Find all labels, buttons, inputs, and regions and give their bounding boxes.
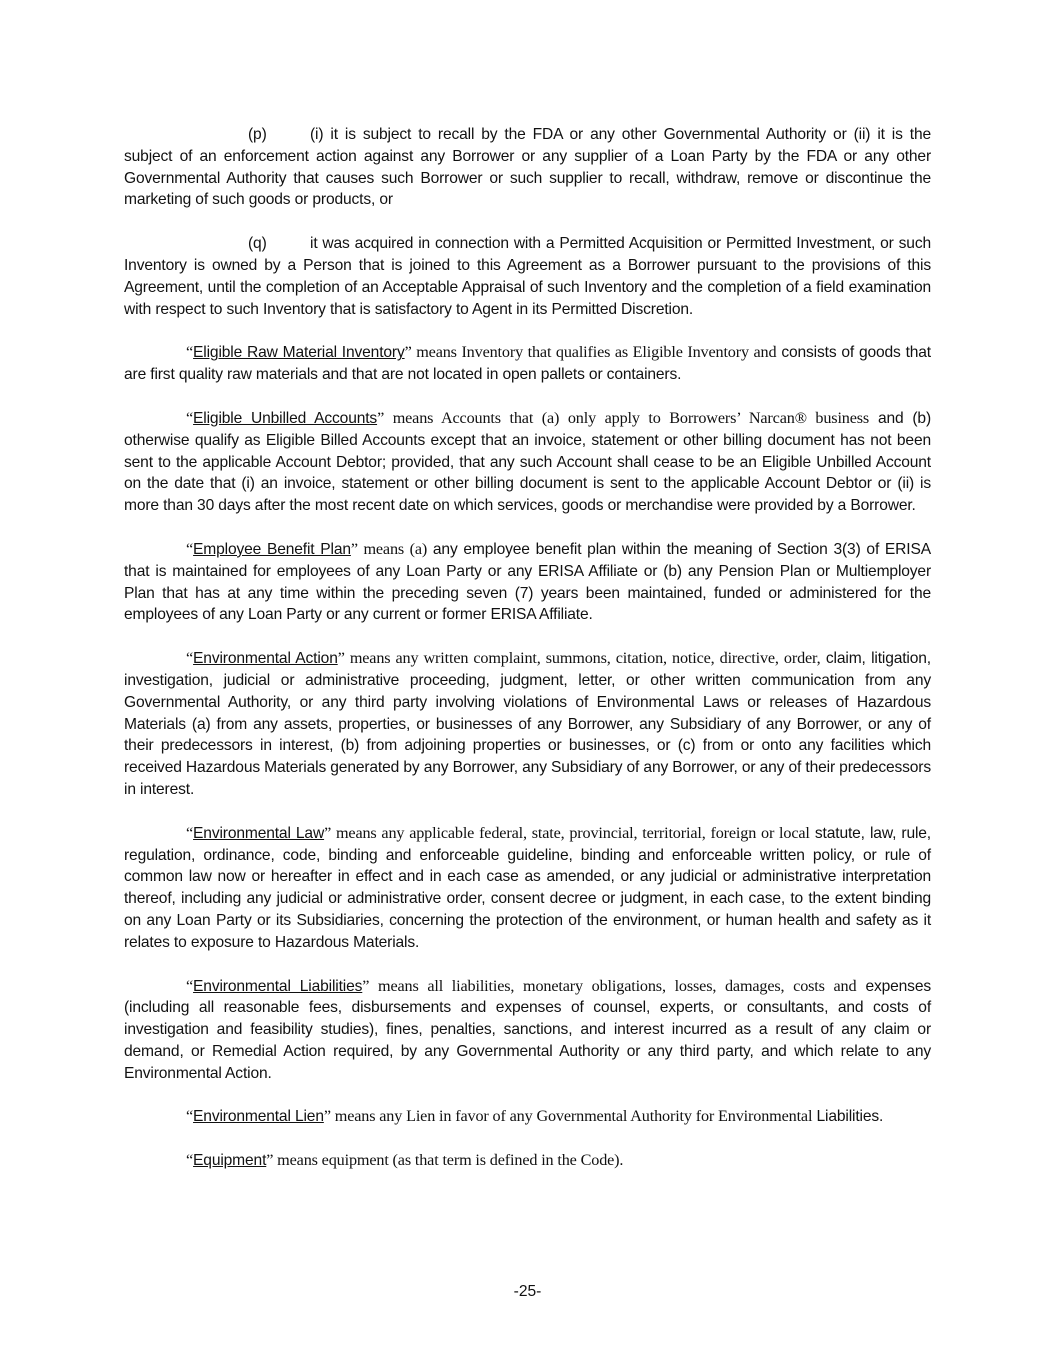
definition-lead: ” means any applicable federal, state, provincial, territorial, foreign or local [324, 823, 810, 842]
clause-q [124, 233, 931, 320]
definition-lead: ” means any Lien in favor of any Governmental Authority for Environmental [323, 1107, 813, 1126]
definition-text: statute, law, rule, regulation, ordinance, code, binding and enforceable guideline, binding and enforceable written policy, or rule of common law now or hereafter in effect and in each case as amended, or any judicial or administrative interpretation thereof, including any judicial or administrative order, consent decree or judgment, in each case, to the extent binding on any Loan Party or its Subsidiaries, concerning the protection of the environment, or human health and safety as it relates to exposure to Hazardous Materials. [124, 824, 931, 951]
clause-number: (p) [248, 126, 267, 143]
definition-lead: ” means Inventory that qualifies as Eligible Inventory and [404, 343, 777, 362]
clause-text: (i) it is subject to recall by the FDA or any other Governmental Authority or (ii) it is the subject of an enforcement action against any Borrower or any supplier of a Loan Party by the FDA or any other Governmental Authority that causes such Borrower or such supplier to recall, withdraw, remove or discontinue the marketing of such goods or products, or [124, 126, 931, 209]
clause-text: it was acquired in connection with a Permitted Acquisition or Permitted Investment, or such Inventory is owned by a Person that is joined to this Agreement as a Borrower pursuant to the provisions of this Agreement, until the completion of an Acceptable Appraisal of such Inventory and the completion of a field examination with respect to such Inventory that is satisfactory to Agent in its Permitted Discretion. [124, 235, 931, 318]
defined-term: Environmental Lien [193, 1108, 324, 1126]
definition-lead: ” means (a) [350, 539, 428, 558]
definition-lead: ” means any written complaint, summons, citation, notice, directive, order, [337, 649, 821, 668]
definition-text: any employee benefit plan within the meaning of Section 3(3) of ERISA that is maintained for employees of any Loan Party or any ERISA Affiliate or (b) any Pension Plan or Multiemployer Plan that has at any time within the preceding seven (7) years been maintained, funded or administered for the employees of any Loan Party or any current or former ERISA Affiliate. [124, 540, 931, 624]
defined-term: Environmental Action [193, 650, 338, 668]
definition-text: claim, litigation, investigation, judicial or administrative proceeding, judgment, letter, or other written communication from any Governmental Authority, or any third party involving violations of Environmental Laws or releases of Hazardous Materials (a) from any assets, properties, or businesses of any Borrower, any Subsidiary of any Borrower, or any of their predecessors in interest, (b) from adjoining properties or businesses, or (c) from or onto any facilities which received Hazardous Materials generated by any Borrower, any Subsidiary of any Borrower, or any of their predecessors in interest. [124, 650, 931, 798]
definition-environmental-law: “Environmental Law” means any applicable federal, state, provincial, territorial, foreign or local statute, law, rule, regulation, ordinance, code, binding and enforceable guideline, binding and enforceable written policy, or rule of common law now or hereafter in effect and in each case as amended, or any judicial or administrative interpretation thereof, including any judicial or administrative order, consent decree or judgment, in each case, to the extent binding on any Loan Party or its Subsidiaries, concerning the protection of the environment, or human health and safety as it relates to exposure to Hazardous Materials. [124, 823, 931, 951]
clause-p [124, 124, 931, 211]
defined-term: Eligible Unbilled Accounts [193, 409, 378, 427]
definition-lead: ” means all liabilities, monetary obligations, losses, damages, costs and [362, 976, 857, 995]
defined-term: Employee Benefit Plan [193, 540, 351, 558]
definition-text: consists of goods that are first quality raw materials and that are not located in open pallets or containers. [124, 344, 931, 384]
definition-text: Liabilities. [812, 1108, 884, 1126]
clause-number: (q) [248, 235, 267, 253]
definition-lead: ” means equipment (as that term is defined in the Code). [266, 1151, 624, 1170]
document-page [124, 124, 931, 1194]
definition-lead: ” means Accounts that (a) only apply to Borrowers’ Narcan® business [377, 408, 870, 427]
defined-term: Environmental Law [193, 824, 325, 842]
definition-eligible-raw-material-inventory: “Eligible Raw Material Inventory” means Inventory that qualifies as Eligible Inventory and consists of goods that are first quality raw materials and that are not located in open pallets or containers. [124, 343, 931, 384]
definition-environmental-action: “Environmental Action” means any written complaint, summons, citation, notice, directive, order, claim, litigation, investigation, judicial or administrative proceeding, judgment, letter, or other written communication from any Governmental Authority, or any third party involving violations of Environmental Laws or releases of Hazardous Materials (a) from any assets, properties, or businesses of any Borrower, any Subsidiary of any Borrower, or any of their predecessors in interest, (b) from adjoining properties or businesses, or (c) from or onto any facilities which received Hazardous Materials generated by any Borrower, any Subsidiary of any Borrower, or any of their predecessors in interest. [124, 649, 931, 798]
page-number: -25- [513, 1283, 542, 1300]
defined-term: Environmental Liabilities [193, 977, 363, 995]
defined-term: Equipment [193, 1152, 267, 1170]
definition-equipment: “Equipment” means equipment (as that term is defined in the Code). [186, 1151, 624, 1170]
definition-text: expenses (including all reasonable fees, disbursements and expenses of counsel, experts, or consultants, and costs of investigation and feasibility studies), fines, penalties, sanctions, and interest incurred as a result of any claim or demand, or Remedial Action required, by any Governmental Authority or any third party, and which relate to any Environmental Action. [124, 977, 931, 1082]
definition-eligible-unbilled-accounts: “Eligible Unbilled Accounts” means Accounts that (a) only apply to Borrowers’ Narcan® business and (b) otherwise qualify as Eligible Billed Accounts except that an invoice, statement or other billing document has not been sent to the applicable Account Debtor; provided, that any such Account shall cease to be an Eligible Unbilled Account on the date that (i) an invoice, statement or other billing document is sent to the applicable Account Debtor or (ii) is more than 30 days after the most recent date on which services, goods or merchandise were provided by a Borrower. [124, 408, 931, 515]
definition-text: and (b) otherwise qualify as Eligible Billed Accounts except that an invoice, statement or other billing document has not been sent to the applicable Account Debtor; provided, that any such Account shall cease to be an Eligible Unbilled Account on the date that (i) an invoice, statement or other billing document is sent to the applicable Account Debtor or (ii) is more than 30 days after the most recent date on which services, goods or merchandise were provided by a Borrower. [124, 409, 931, 515]
definition-employee-benefit-plan: “Employee Benefit Plan” means (a) any employee benefit plan within the meaning of Section 3(3) of ERISA that is maintained for employees of any Loan Party or any ERISA Affiliate or (b) any Pension Plan or Multiemployer Plan that has at any time within the preceding seven (7) years been maintained, funded or administered for the employees of any Loan Party or any current or former ERISA Affiliate. [124, 539, 931, 624]
definition-environmental-liabilities: “Environmental Liabilities” means all liabilities, monetary obligations, losses, damages, costs and expenses (including all reasonable fees, disbursements and expenses of counsel, experts, or consultants, and costs of investigation and feasibility studies), fines, penalties, sanctions, and interest incurred as a result of any claim or demand, or Remedial Action required, by any Governmental Authority or any third party, and which relate to any Environmental Action. [124, 976, 931, 1082]
defined-term: Eligible Raw Material Inventory [193, 344, 405, 362]
definition-environmental-lien: “Environmental Lien” means any Lien in favor of any Governmental Authority for Environmental Liabilities. [186, 1107, 884, 1126]
